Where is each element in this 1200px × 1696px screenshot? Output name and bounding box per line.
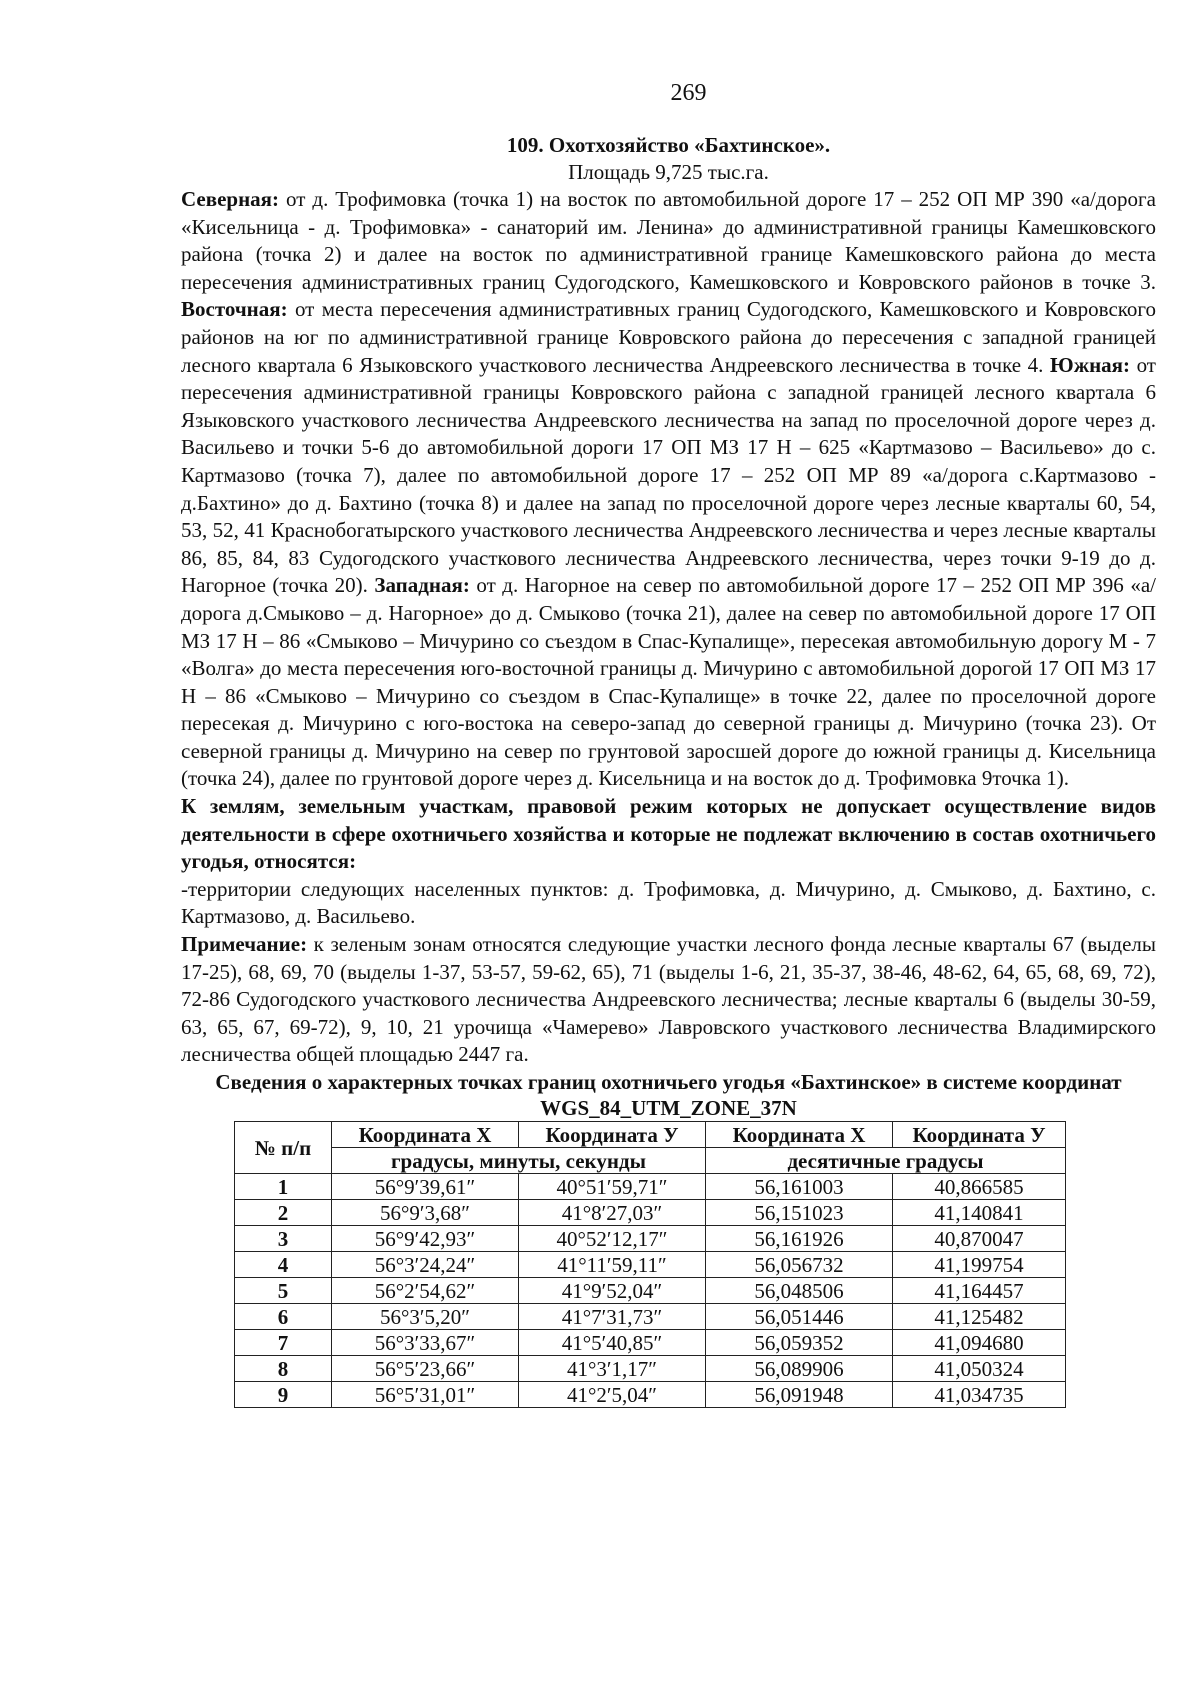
west-text: от д. Нагорное на север по автомобильной дороге 17 – 252 ОП МР 396 «а/дорога д.Смыково – д. Нагорное» до д. Смыково (точка 21), далее на север по автомобильной дороге 17 ОП МЗ 17 Н – 86 «Смыково – Мичурино со съездом в Спас-Купалище», пересекая автомобильную дорогу М - 7 «Волга» до места пересечения юго-восточной границы д. Мичурино с автомобильной дорогой 17 ОП МЗ 17 Н – 86 «Смыково – Мичурино со съездом в Спас-Купалище» в точке 22, далее по проселочной дороге пересекая д. Мичурино с юго-востока на северо-запад до северной границы д. Мичурино (точка 23). От северной границы д. Мичурино на север по грунтовой заросшей дороге до южной границы д. Кисельница (точка 24), далее по грунтовой дороге через д. Кисельница и на восток до д. Трофимовка 9точка 1).	[181, 573, 1156, 791]
cell-num: 3	[235, 1226, 332, 1252]
south-text: от пересечения административной границы Ковровского района с западной границей лесного квартала 6 Языковского участкового лесничества Андреевского лесничества на запад по проселочной дороге через д. Васильево и точки 5-6 до автомобильной дороги 17 ОП МЗ 17 Н – 625 «Картмазово – Васильево» до с. Картмазово (точка 7), далее по автомобильной дороге 17 – 252 ОП МР 89 «а/дорога с.Картмазово - д.Бахтино» до д. Бахтино (точка 8) и далее на запад по проселочной дороге через лесные кварталы 60, 54, 53, 52, 41 Краснобогатырского участкового лесничества Андреевского лесничества и через лесные кварталы 86, 85, 84, 83 Судогодского участкового лесничества Андреевского лесничества, через точки 9-19 до д. Нагорное (точка 20).	[181, 352, 1156, 598]
cell-x-dec: 56,056732	[706, 1252, 893, 1278]
cell-x-dms: 56°9′3,68″	[332, 1200, 519, 1226]
note-text: к зеленым зонам относятся следующие участки лесного фонда лесные кварталы 67 (выделы 17-25), 68, 69, 70 (выделы 1-37, 53-57, 59-62, 65), 71 (выделы 1-6, 21, 35-37, 38-46, 48-62, 64, 65, 68, 69, 72), 72-86 Судогодского участкового лесничества Андреевского лесничества; лесные кварталы 6 (выделы 30-59, 63, 65, 67, 69-72), 9, 10, 21 урочища «Чамерево» Лавровского участкового лесничества Владимирского лесничества общей площадью 2447 га.	[181, 932, 1156, 1067]
cell-y-dms: 41°3′1,17″	[519, 1356, 706, 1382]
north-label: Северная:	[181, 187, 280, 211]
cell-y-dms: 40°51′59,71″	[519, 1174, 706, 1200]
header-num: № п/п	[235, 1122, 332, 1174]
cell-x-dec: 56,059352	[706, 1330, 893, 1356]
cell-num: 5	[235, 1278, 332, 1304]
table-row	[235, 1200, 1066, 1226]
cell-x-dms: 56°3′24,24″	[332, 1252, 519, 1278]
cell-num: 8	[235, 1356, 332, 1382]
cell-num: 2	[235, 1200, 332, 1226]
cell-y-dms: 41°5′40,85″	[519, 1330, 706, 1356]
table-row	[235, 1252, 1066, 1278]
cell-y-dec: 41,140841	[893, 1200, 1066, 1226]
cell-num: 7	[235, 1330, 332, 1356]
cell-x-dms: 56°9′42,93″	[332, 1226, 519, 1252]
west-label: Западная:	[374, 573, 470, 598]
cell-y-dms: 41°9′52,04″	[519, 1278, 706, 1304]
north-text: от д. Трофимовка (точка 1) на восток по автомобильной дороге 17 – 252 ОП МР 390 «а/дорога «Кисельница - д. Трофимовка» - санаторий им. Ленина» до административной границы Камешковского района (точка 2) и далее на восток по административной границе Камешковского района до места пересечения административных границ Судогодского, Камешковского и Ковровского районов в точке 3.	[181, 187, 1156, 294]
cell-y-dec: 41,094680	[893, 1330, 1066, 1356]
cell-y-dms: 41°11′59,11″	[519, 1252, 706, 1278]
cell-num: 6	[235, 1304, 332, 1330]
cell-x-dec: 56,048506	[706, 1278, 893, 1304]
table-row	[235, 1226, 1066, 1252]
cell-x-dec: 56,091948	[706, 1382, 893, 1408]
cell-y-dms: 41°8′27,03″	[519, 1200, 706, 1226]
cell-y-dec: 41,199754	[893, 1252, 1066, 1278]
table-caption: Сведения о характерных точках границ охотничьего угодья «Бахтинское» в системе координат WGS_84_UTM_ZONE_37N	[215, 1070, 1122, 1120]
cell-x-dec: 56,089906	[706, 1356, 893, 1382]
cell-y-dec: 41,125482	[893, 1304, 1066, 1330]
cell-x-dms: 56°9′39,61″	[332, 1174, 519, 1200]
east-label: Восточная:	[181, 297, 288, 322]
subheader-dec: десятичные градусы	[706, 1148, 1066, 1174]
header-x-dec: Координата X	[706, 1122, 893, 1148]
cell-x-dec: 56,161926	[706, 1226, 893, 1252]
header-y-dec: Координата У	[893, 1122, 1066, 1148]
cell-num: 4	[235, 1252, 332, 1278]
header-y-dms: Координата У	[519, 1122, 706, 1148]
cell-y-dms: 41°7′31,73″	[519, 1304, 706, 1330]
cell-x-dms: 56°5′31,01″	[332, 1382, 519, 1408]
cell-y-dec: 41,034735	[893, 1382, 1066, 1408]
table-row	[235, 1304, 1066, 1330]
east-text: от места пересечения административных границ Судогодского, Камешковского и Ковровского районов на юг по административной границе Ковровского района до пересечения с западной границей лесного квартала 6 Языковского участкового лесничества Андреевского лесничества в точке 4.	[181, 297, 1156, 377]
cell-x-dec: 56,151023	[706, 1200, 893, 1226]
cell-x-dec: 56,051446	[706, 1304, 893, 1330]
coordinates-body	[235, 1174, 1066, 1408]
cell-y-dms: 41°2′5,04″	[519, 1382, 706, 1408]
table-row	[235, 1174, 1066, 1200]
cell-num: 1	[235, 1174, 332, 1200]
subheader-dms: градусы, минуты, секунды	[332, 1148, 706, 1174]
table-row	[235, 1356, 1066, 1382]
cell-x-dms: 56°2′54,62″	[332, 1278, 519, 1304]
cell-y-dec: 41,164457	[893, 1278, 1066, 1304]
restriction-heading: К землям, земельным участкам, правовой режим которых не допускает осуществление видов деятельности в сфере охотничьего хозяйства и которые не подлежат включению в состав охотничьего угодья, относятся:	[181, 794, 1156, 874]
cell-y-dec: 40,866585	[893, 1174, 1066, 1200]
header-x-dms: Координата X	[332, 1122, 519, 1148]
south-label: Южная:	[1049, 352, 1131, 377]
table-row	[235, 1278, 1066, 1304]
cell-num: 9	[235, 1382, 332, 1408]
section-title: 109. Охотхозяйство «Бахтинское».	[506, 133, 831, 157]
area-line: Площадь 9,725 тыс.га.	[568, 160, 769, 184]
cell-x-dms: 56°5′23,66″	[332, 1356, 519, 1382]
boundary-description	[181, 186, 1156, 1069]
cell-y-dec: 40,870047	[893, 1226, 1066, 1252]
cell-x-dec: 56,161003	[706, 1174, 893, 1200]
restriction-text: -территории следующих населенных пунктов: д. Трофимовка, д. Мичурино, д. Смыково, д. Бахтино, с. Картмазово, д. Васильево.	[181, 876, 1156, 929]
note-label: Примечание:	[181, 932, 308, 957]
document-page	[181, 78, 1156, 1408]
table-row	[235, 1382, 1066, 1408]
cell-x-dms: 56°3′5,20″	[332, 1304, 519, 1330]
table-row	[235, 1330, 1066, 1356]
cell-y-dms: 40°52′12,17″	[519, 1226, 706, 1252]
coordinates-table	[234, 1121, 1066, 1408]
cell-x-dms: 56°3′33,67″	[332, 1330, 519, 1356]
cell-y-dec: 41,050324	[893, 1356, 1066, 1382]
page-number: 269	[670, 80, 707, 106]
